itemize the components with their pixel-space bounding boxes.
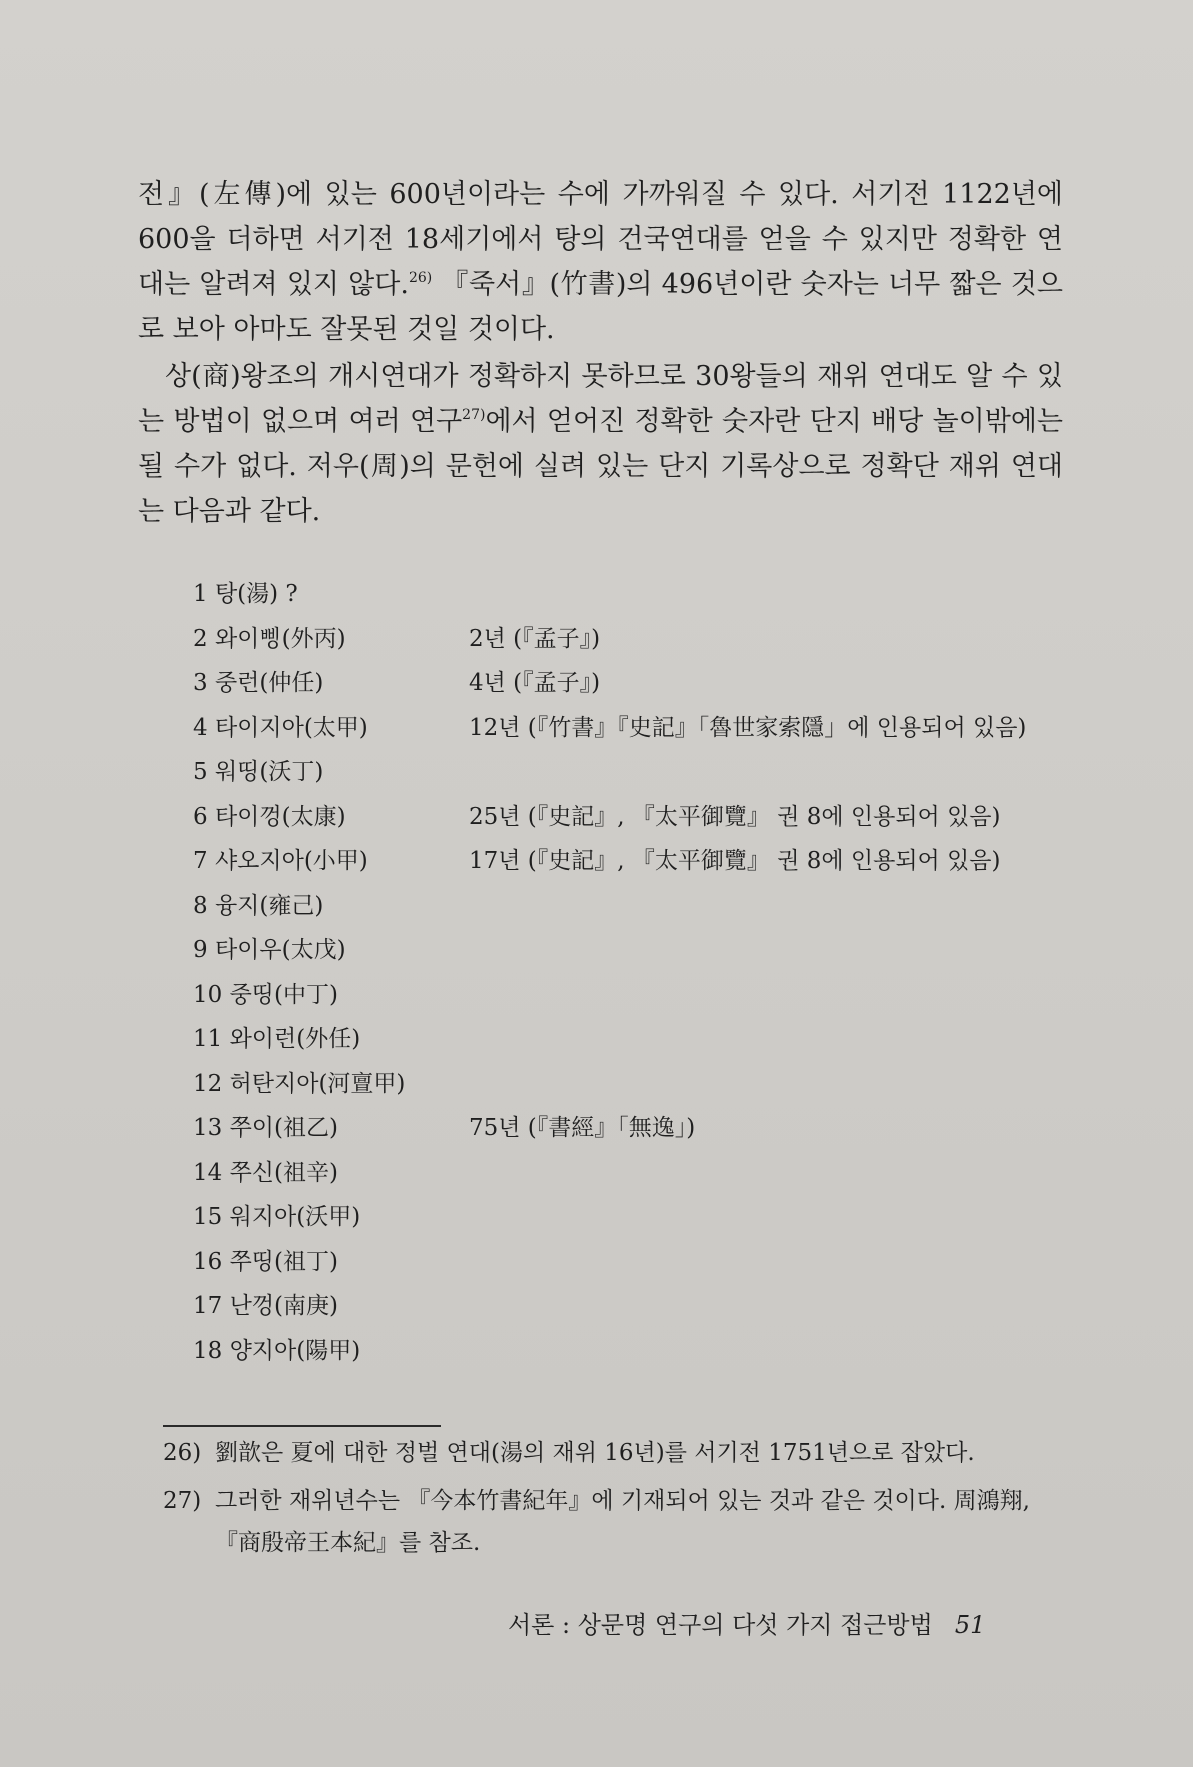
reign-row bbox=[193, 1195, 1073, 1240]
reign-name: 15 워지아(沃甲) bbox=[193, 1204, 361, 1230]
reign-note bbox=[469, 928, 1073, 973]
reign-row bbox=[193, 572, 1073, 617]
footnote-26 bbox=[163, 1432, 1063, 1474]
reign-name: 8 융지(雍己) bbox=[193, 892, 324, 919]
reign-note bbox=[469, 1151, 1073, 1196]
paragraph-1-text-b: 『죽서』(竹書)의 496년이란 숫자는 너무 짧은 것으로 보아 아마도 잘못된 것일 것이다. bbox=[138, 269, 1063, 345]
reign-name: 2 와이삥(外丙) bbox=[193, 625, 346, 652]
reign-name: 16 쭈띵(祖丁) bbox=[193, 1248, 338, 1275]
reign-note bbox=[469, 1062, 1073, 1107]
reign-note bbox=[469, 884, 1073, 929]
reign-name: 10 중띵(中丁) bbox=[193, 981, 338, 1008]
reign-note bbox=[469, 1329, 1073, 1374]
reign-name: 1 탕(湯) ? bbox=[193, 581, 298, 607]
reign-note bbox=[469, 572, 1073, 617]
reign-name: 7 샤오지아(小甲) bbox=[193, 848, 368, 874]
paragraph-1-text-a: 전』(左傳)에 있는 600년이라는 수에 가까워질 수 있다. 서기전 1122년에 600을 더하면 서기전 18세기에서 탕의 건국연대를 얻을 수 있지만 정확한 연대는 알려져 있지 않다. bbox=[138, 179, 1063, 300]
footnote-ref-27: 27) bbox=[462, 407, 486, 423]
reign-note: 25년 (『史記』, 『太平御覽』 권 8에 인용되어 있음) bbox=[469, 803, 1001, 830]
footnote-text: 劉歆은 夏에 대한 정벌 연대(湯의 재위 16년)를 서기전 1751년으로 잡았다. bbox=[215, 1440, 975, 1466]
reign-row bbox=[193, 1151, 1073, 1196]
reign-name: 12 허탄지아(河亶甲) bbox=[193, 1070, 406, 1097]
reign-name: 11 와이런(外任) bbox=[193, 1026, 361, 1052]
reign-list bbox=[193, 572, 1073, 1373]
reign-row bbox=[193, 1106, 1073, 1151]
reign-row bbox=[193, 750, 1073, 795]
reign-note bbox=[469, 973, 1073, 1018]
page-number: 51 bbox=[954, 1611, 986, 1639]
reign-name: 13 쭈이(祖乙) bbox=[193, 1115, 338, 1141]
reign-note bbox=[469, 1284, 1073, 1329]
reign-name: 6 타이껑(太康) bbox=[193, 803, 346, 830]
reign-row bbox=[193, 973, 1073, 1018]
paragraph-2-text-b: 에서 얻어진 정확한 숫자란 단지 배당 놀이밖에는 될 수가 없다. 저우(周)의 문헌에 실려 있는 단지 기록상으로 정확단 재위 연대는 다음과 같다. bbox=[138, 406, 1063, 527]
reign-row bbox=[193, 1329, 1073, 1374]
reign-row bbox=[193, 1240, 1073, 1285]
reign-row bbox=[193, 661, 1073, 706]
footnote-number: 27) bbox=[163, 1488, 202, 1514]
reign-note: 17년 (『史記』, 『太平御覽』 권 8에 인용되어 있음) bbox=[469, 848, 1001, 874]
reign-row bbox=[193, 884, 1073, 929]
reign-row bbox=[193, 1017, 1073, 1062]
reign-name: 17 난껑(南庚) bbox=[193, 1293, 338, 1319]
reign-name: 4 타이지아(太甲) bbox=[193, 714, 368, 741]
reign-row bbox=[193, 706, 1073, 751]
reign-row bbox=[193, 928, 1073, 973]
reign-note bbox=[469, 1195, 1073, 1240]
reign-note: 4년 (『孟子』) bbox=[469, 670, 601, 696]
reign-name: 9 타이우(太戊) bbox=[193, 937, 346, 963]
footnote-27 bbox=[163, 1480, 1063, 1564]
reign-name: 18 양지아(陽甲) bbox=[193, 1337, 361, 1364]
footnote-divider bbox=[163, 1425, 441, 1427]
reign-row bbox=[193, 839, 1073, 884]
reign-row bbox=[193, 617, 1073, 662]
footnote-ref-26: 26) bbox=[408, 270, 433, 286]
paragraph-2 bbox=[138, 354, 1063, 534]
footnotes bbox=[163, 1432, 1063, 1570]
reign-note bbox=[469, 1240, 1073, 1285]
paragraph-1 bbox=[138, 172, 1063, 352]
footnote-number: 26) bbox=[163, 1440, 202, 1466]
reign-name: 3 중런(仲任) bbox=[193, 670, 324, 696]
reign-name: 5 워띵(沃丁) bbox=[193, 759, 324, 785]
reign-note: 75년 (『書經』「無逸」) bbox=[469, 1115, 696, 1141]
reign-note: 12년 (『竹書』『史記』「魯世家索隱」에 인용되어 있음) bbox=[469, 714, 1027, 741]
paragraph-2-text-a: 상(商)왕조의 개시연대가 정확하지 못하므로 30왕들의 재위 연대도 알 수 있는 방법이 없으며 여러 연구 bbox=[138, 361, 1063, 437]
reign-row bbox=[193, 1284, 1073, 1329]
reign-name: 14 쭈신(祖辛) bbox=[193, 1159, 338, 1186]
running-title: 서론 : 상문명 연구의 다섯 가지 접근방법 bbox=[508, 1611, 933, 1639]
reign-row bbox=[193, 795, 1073, 840]
footnote-text: 그러한 재위년수는 『今本竹書紀年』에 기재되어 있는 것과 같은 것이다. 周鴻翔, 『商殷帝王本紀』를 참조. bbox=[215, 1488, 1030, 1556]
body-text bbox=[138, 172, 1063, 534]
reign-note: 2년 (『孟子』) bbox=[469, 625, 601, 652]
reign-row bbox=[193, 1062, 1073, 1107]
reign-note bbox=[469, 1017, 1073, 1062]
reign-note bbox=[469, 750, 1073, 795]
running-footer bbox=[508, 1605, 985, 1640]
